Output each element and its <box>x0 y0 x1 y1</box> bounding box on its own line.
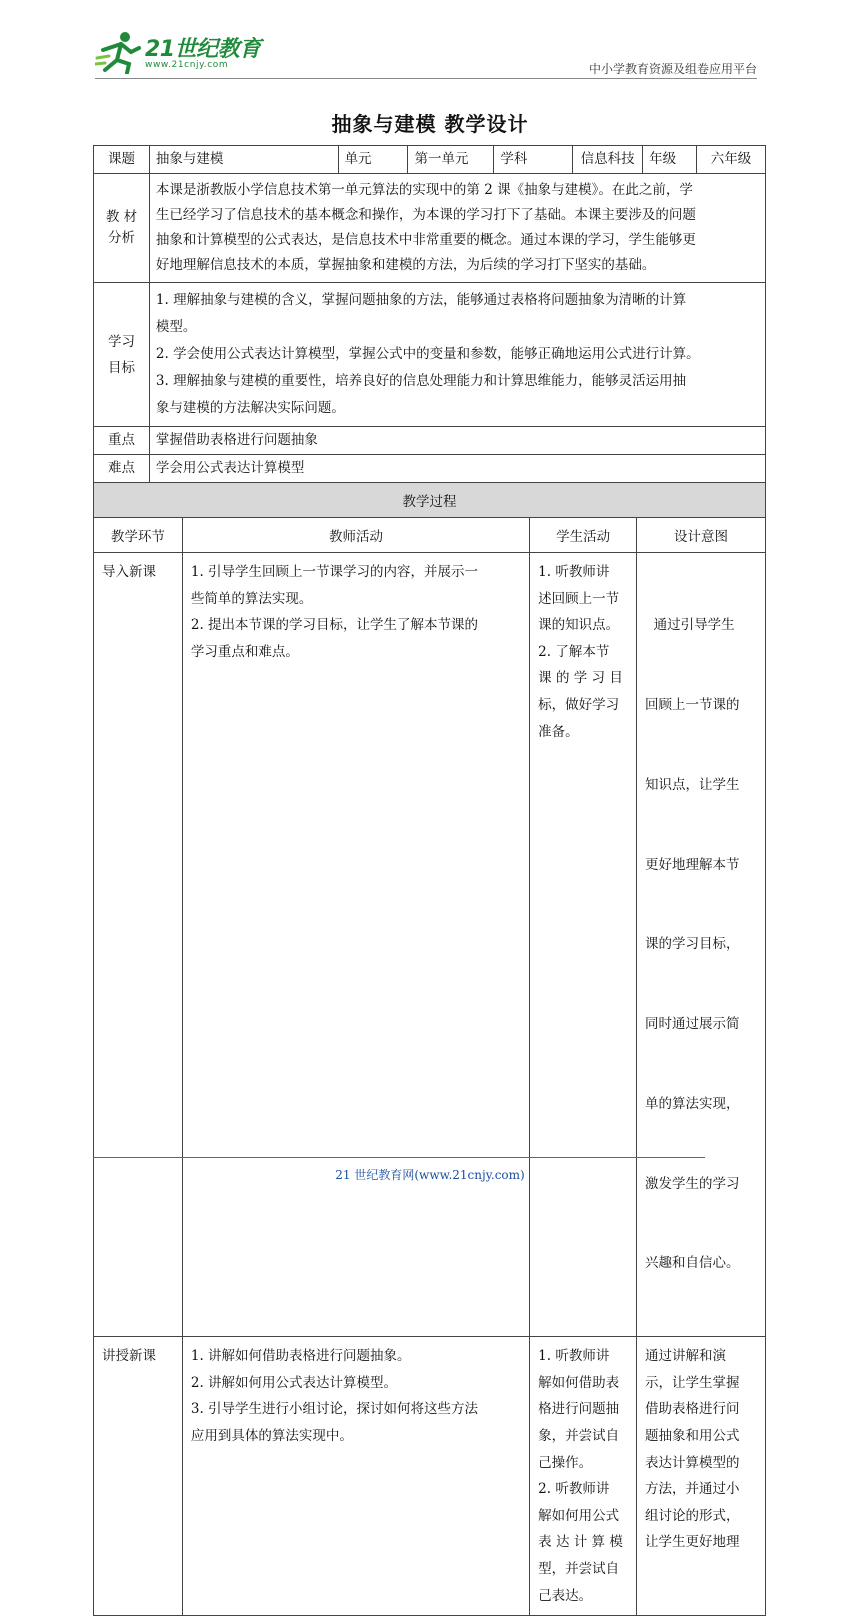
design-intent-line: 回顾上一节课的 <box>645 696 740 713</box>
objective-line: 3. 理解抽象与建模的重要性，培养良好的信息处理能力和计算思维能力，能够灵活运用抽 <box>155 373 687 389</box>
student-activity-line: 述回顾上一节 <box>538 590 620 607</box>
page-title: 抽象与建模 教学设计 <box>331 112 529 136</box>
design-intent-line: 课的学习目标， <box>645 936 740 953</box>
course-value: 抽象与建模 <box>149 146 338 174</box>
design-intent-line: 方法，并通过小 <box>645 1481 740 1498</box>
column-header: 设计意图 <box>637 518 766 553</box>
analysis-line: 抽象和计算模型的公式表达，是信息技术中非常重要的概念。通过本课的学习，学生能够更 <box>155 232 696 248</box>
header-divider <box>95 78 757 79</box>
teacher-activity-line: 2. 提出本节课的学习目标，让学生了解本节课的 <box>190 617 479 634</box>
student-activity-line: 2. 听教师讲 <box>538 1481 610 1498</box>
objectives-label-line1: 学习 <box>107 333 135 350</box>
analysis-line: 好地理解信息技术的本质，掌握抽象和建模的方法，为后续的学习打下坚实的基础。 <box>155 257 656 273</box>
design-intent-line: 示，让学生掌握 <box>645 1374 740 1391</box>
difficulty-label: 难点 <box>94 455 150 483</box>
process-row-new-lesson <box>94 1337 766 1616</box>
footer-divider <box>93 1157 705 1158</box>
design-intent-line: 兴趣和自信心。 <box>645 1255 740 1272</box>
design-intent-line: 让学生更好地理 <box>645 1534 740 1551</box>
logo-url: www.21cnjy.com <box>145 60 229 70</box>
stage-cell: 讲授新课 <box>94 1337 183 1616</box>
teacher-activity-line: 应用到具体的算法实现中。 <box>190 1428 353 1444</box>
teacher-activity-line: 1. 讲解如何借助表格进行问题抽象。 <box>190 1348 411 1365</box>
platform-name: 中小学教育资源及组卷应用平台 <box>588 62 757 76</box>
process-heading-row <box>94 483 766 518</box>
design-intent-line: 更好地理解本节 <box>645 856 740 873</box>
objectives-row <box>94 283 766 427</box>
design-intent-line: 同时通过展示简 <box>645 1016 740 1033</box>
student-activity-line: 己表达。 <box>538 1587 593 1604</box>
student-activity-line: 准备。 <box>538 723 579 740</box>
design-intent-line: 激发学生的学习 <box>645 1175 740 1192</box>
design-intent-line: 知识点，让学生 <box>645 776 740 793</box>
design-intent-line: 题抽象和用公式 <box>645 1428 740 1444</box>
teacher-activity-line: 1. 引导学生回顾上一节课学习的内容，并展示一 <box>190 564 479 580</box>
design-intent-line: 单的算法实现， <box>645 1095 740 1112</box>
key-point-value: 掌握借助表格进行问题抽象 <box>149 427 765 455</box>
objectives-label-line2: 目标 <box>107 359 135 376</box>
objective-line: 象与建模的方法解决实际问题。 <box>155 400 345 416</box>
design-intent-line: 通过讲解和演 <box>645 1348 727 1365</box>
process-column-headers <box>94 518 766 553</box>
column-header: 学生活动 <box>530 518 637 553</box>
info-row <box>94 146 766 174</box>
student-activity-line: 格进行问题抽 <box>538 1401 620 1418</box>
student-activity-line: 1. 听教师讲 <box>538 564 610 580</box>
analysis-line: 本课是浙教版小学信息技术第一单元算法的实现中的第 2 课《抽象与建模》。在此之前，学 <box>155 182 693 198</box>
teacher-activity-line: 学习重点和难点。 <box>190 643 299 660</box>
student-activity-line: 标，做好学习 <box>538 696 620 713</box>
design-intent-line: 组讨论的形式， <box>645 1507 740 1524</box>
logo-text: 21世纪教育 <box>145 37 261 62</box>
grade-label: 年级 <box>643 146 697 174</box>
teacher-activity-line: 3. 引导学生进行小组讨论，探讨如何将这些方法 <box>190 1401 479 1418</box>
student-activity-line: 2. 了解本节 <box>538 643 610 660</box>
page-header <box>0 0 860 80</box>
difficulty-value: 学会用公式表达计算模型 <box>149 455 765 483</box>
student-activity-cell <box>530 1337 637 1616</box>
student-activity-line: 课的知识点。 <box>538 617 620 634</box>
runner-logo-icon <box>95 30 143 74</box>
stage-cell: 导入新课 <box>94 553 183 1337</box>
objectives-label <box>94 283 150 427</box>
objectives-text <box>149 283 765 427</box>
process-row-intro <box>94 553 766 1337</box>
objective-line: 2. 学会使用公式表达计算模型，掌握公式中的变量和参数，能够正确地运用公式进行计算。 <box>155 346 700 362</box>
student-activity-line: 象，并尝试自 <box>538 1428 620 1444</box>
course-label: 课题 <box>94 146 150 174</box>
analysis-label-line2: 分析 <box>107 230 135 246</box>
subject-label: 学科 <box>494 146 573 174</box>
analysis-row <box>94 174 766 283</box>
objective-line: 1. 理解抽象与建模的含义，掌握问题抽象的方法，能够通过表格将问题抽象为清晰的计算 <box>155 292 687 308</box>
key-point-row <box>94 427 766 455</box>
analysis-line: 生已经学习了信息技术的基本概念和操作，为本课的学习打下了基础。本课主要涉及的问题 <box>155 207 696 223</box>
student-activity-line: 型，并尝试自 <box>538 1560 620 1577</box>
analysis-label-line1: 教 材 <box>105 209 138 225</box>
column-header: 教师活动 <box>182 518 529 553</box>
column-header: 教学环节 <box>94 518 183 553</box>
design-intent-line: 借助表格进行问 <box>645 1401 740 1418</box>
design-intent-cell <box>637 553 766 1337</box>
unit-value: 第一单元 <box>408 146 494 174</box>
objective-line: 模型。 <box>155 319 197 335</box>
teacher-activity-cell <box>182 1337 529 1616</box>
subject-value: 信息科技 <box>573 146 643 174</box>
analysis-label <box>94 174 150 283</box>
student-activity-line: 1. 听教师讲 <box>538 1348 610 1365</box>
key-point-label: 重点 <box>94 427 150 455</box>
design-intent-line: 表达计算模型的 <box>645 1454 740 1471</box>
lesson-info-table <box>93 145 766 483</box>
unit-label: 单元 <box>338 146 408 174</box>
footer-link[interactable]: 21 世纪教育网(www.21cnjy.com) <box>335 1168 525 1182</box>
student-activity-line: 解如何借助表 <box>538 1374 620 1391</box>
design-intent-line: 通过引导学生 <box>645 617 735 634</box>
difficulty-row <box>94 455 766 483</box>
student-activity-line: 表 达 计 算 模 <box>538 1534 623 1551</box>
teacher-activity-line: 2. 讲解如何用公式表达计算模型。 <box>190 1374 398 1391</box>
student-activity-cell <box>530 553 637 1337</box>
analysis-text <box>149 174 765 283</box>
grade-value: 六年级 <box>697 146 766 174</box>
process-heading: 教学过程 <box>94 483 766 518</box>
site-logo[interactable] <box>95 30 270 78</box>
design-intent-cell <box>637 1337 766 1616</box>
student-activity-line: 课 的 学 习 目 <box>538 670 623 687</box>
student-activity-line: 解如何用公式 <box>538 1507 620 1524</box>
student-activity-line: 己操作。 <box>538 1454 593 1471</box>
teacher-activity-cell <box>182 553 529 1337</box>
teacher-activity-line: 些简单的算法实现。 <box>190 590 313 607</box>
teaching-process-table <box>93 482 766 1616</box>
